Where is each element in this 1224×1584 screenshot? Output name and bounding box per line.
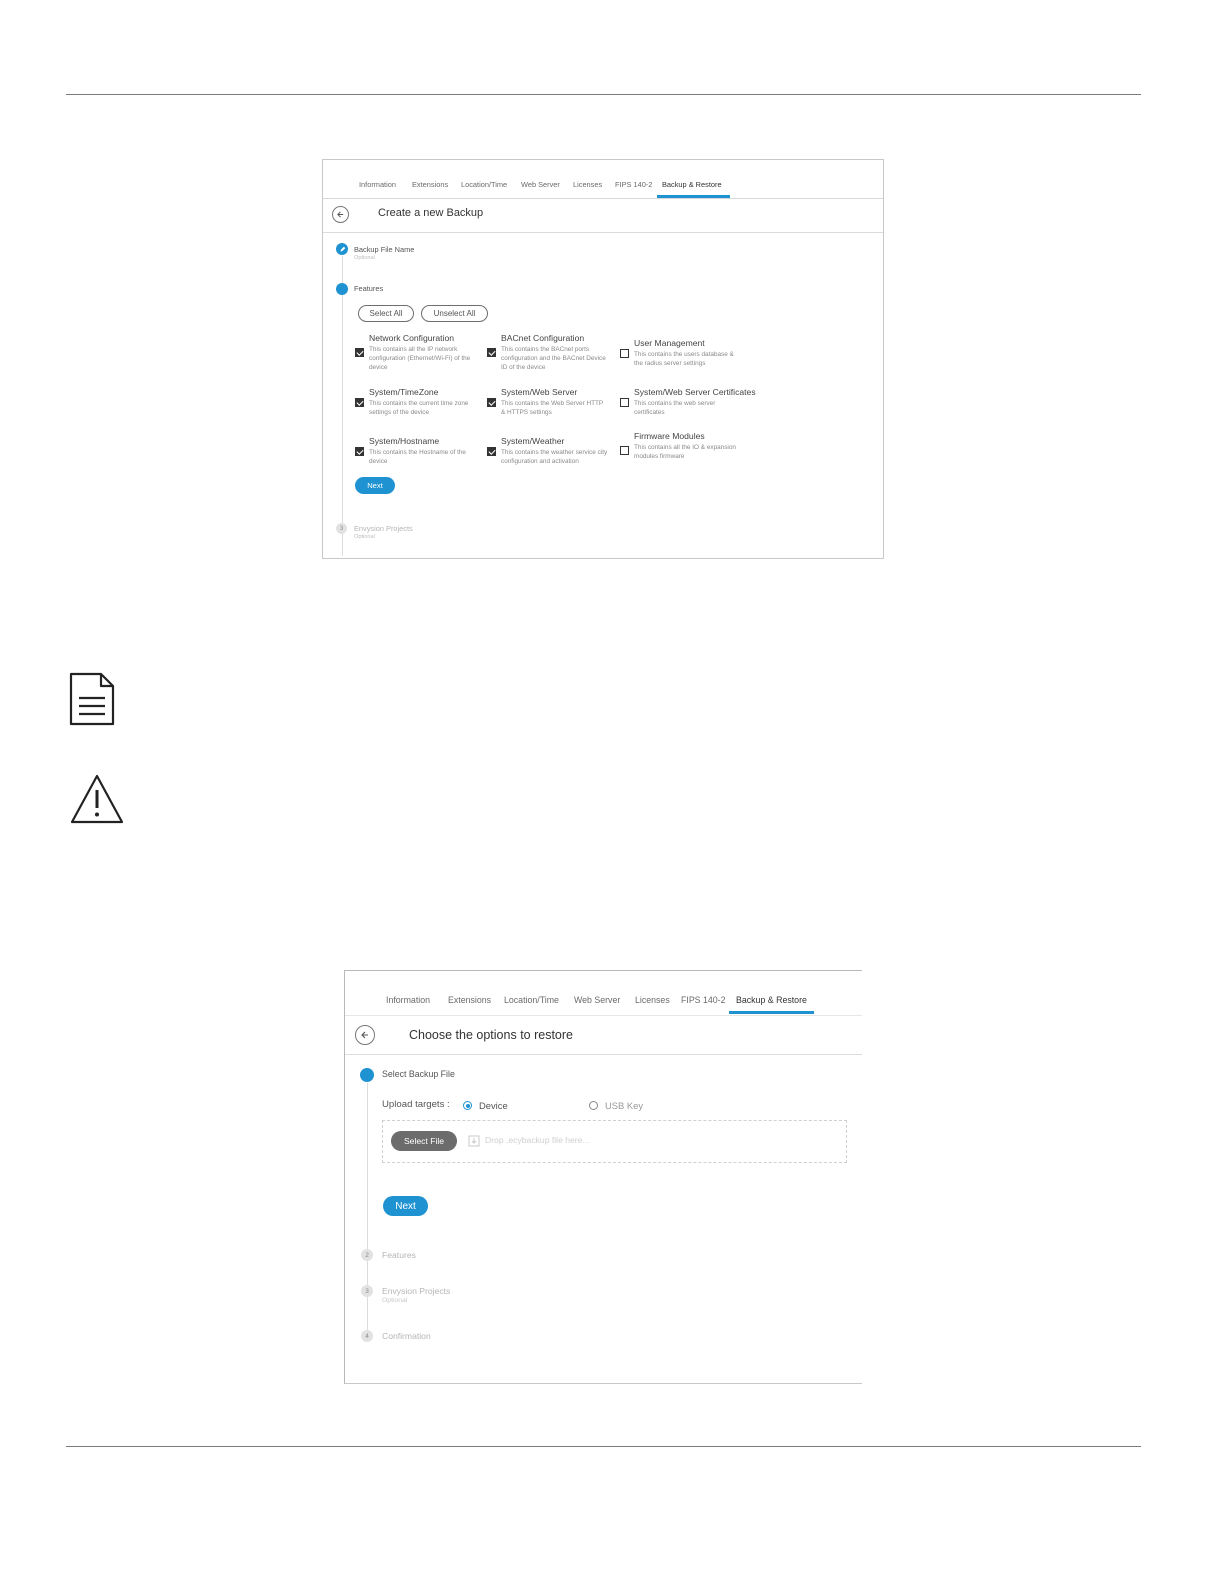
page-header (345, 1015, 862, 1055)
feature-checkbox[interactable] (487, 398, 496, 407)
target-usb-radio[interactable] (589, 1101, 598, 1110)
next-button[interactable]: Next (383, 1196, 428, 1216)
feature-checkbox[interactable] (620, 398, 629, 407)
feature-title: Network Configuration (369, 333, 455, 343)
tab-fips[interactable]: FIPS 140-2 (681, 995, 726, 1005)
bottom-rule (66, 1446, 1141, 1447)
top-rule (66, 94, 1141, 95)
feature-checkbox[interactable] (620, 446, 629, 455)
feature-network-configuration[interactable] (355, 333, 479, 373)
step-3-sub: Optional (382, 1297, 408, 1304)
warning-triangle-icon (69, 773, 125, 825)
feature-checkbox[interactable] (487, 447, 496, 456)
arrow-left-icon (360, 1030, 370, 1040)
step-1-indicator (336, 243, 348, 255)
tab-extensions[interactable]: Extensions (412, 180, 449, 189)
target-usb-label[interactable]: USB Key (605, 1100, 644, 1111)
stepper-line (342, 256, 343, 556)
tab-bar (323, 160, 883, 199)
active-tab-indicator (729, 1011, 814, 1014)
step-1-label[interactable]: Backup File Name (354, 245, 415, 254)
feature-desc: This contains the weather service city configuration and activation (501, 449, 608, 465)
step-2-label[interactable]: Features (382, 1250, 416, 1260)
feature-desc: This contains all the IO & expansion modules firmware (634, 444, 736, 460)
feature-system-web-server-certificates[interactable] (620, 387, 756, 417)
tab-licenses[interactable]: Licenses (573, 180, 603, 189)
tab-web-server[interactable]: Web Server (574, 995, 621, 1005)
step-2-indicator (336, 283, 348, 295)
tab-web-server[interactable]: Web Server (521, 180, 560, 189)
feature-user-management[interactable] (620, 338, 744, 370)
step-1-label[interactable]: Select Backup File (382, 1069, 455, 1079)
feature-bacnet-configuration[interactable] (487, 333, 611, 373)
next-button[interactable]: Next (355, 477, 395, 494)
feature-desc: This contains the web server certificates (634, 400, 716, 416)
feature-system-web-server[interactable] (487, 387, 611, 417)
feature-system-weather[interactable] (487, 436, 611, 466)
step-3-label[interactable]: Envysion Projects (354, 524, 413, 533)
tab-fips[interactable]: FIPS 140-2 (615, 180, 653, 189)
step-3-label[interactable]: Envysion Projects (382, 1286, 451, 1296)
step-2-indicator: 2 (361, 1249, 373, 1261)
select-all-button[interactable]: Select All (358, 305, 414, 322)
feature-system-timezone[interactable] (355, 387, 479, 417)
arrow-left-icon (336, 210, 345, 219)
select-file-button[interactable]: Select File (391, 1131, 457, 1151)
feature-checkbox[interactable] (487, 348, 496, 357)
tab-backup-restore[interactable]: Backup & Restore (736, 995, 807, 1005)
tab-information[interactable]: Information (359, 180, 396, 189)
feature-firmware-modules[interactable] (620, 431, 744, 461)
page-title: Choose the options to restore (409, 1028, 573, 1042)
feature-title: System/Web Server Certificates (634, 387, 756, 397)
target-device-radio[interactable] (463, 1101, 472, 1110)
feature-desc: This contains the BACnet ports configuration and the BACnet Device ID of the device (501, 346, 606, 371)
tab-extensions[interactable]: Extensions (448, 995, 492, 1005)
note-document-icon (69, 672, 115, 726)
tab-location-time[interactable]: Location/Time (504, 995, 559, 1005)
feature-desc: This contains all the IP network configuration (Ethernet/Wi-Fi) of the device (369, 346, 471, 371)
page-title: Create a new Backup (378, 207, 484, 219)
tab-backup-restore[interactable]: Backup & Restore (662, 180, 722, 189)
pencil-icon (339, 246, 346, 253)
feature-desc: This contains the Web Server HTTP & HTTPS settings (501, 400, 604, 416)
back-button[interactable] (332, 206, 349, 223)
feature-desc: This contains the Hostname of the device (369, 449, 466, 465)
feature-checkbox[interactable] (355, 348, 364, 357)
feature-title: BACnet Configuration (501, 333, 585, 343)
drop-placeholder: Drop .ecybackup file here... (485, 1135, 590, 1145)
tab-location-time[interactable]: Location/Time (461, 180, 508, 189)
step-3-indicator: 3 (336, 523, 347, 534)
step-4-indicator: 4 (361, 1330, 373, 1342)
tab-information[interactable]: Information (386, 995, 431, 1005)
feature-system-hostname[interactable] (355, 436, 479, 466)
feature-desc: This contains the current time zone settings of the device (369, 400, 469, 416)
feature-checkbox[interactable] (620, 349, 629, 358)
step-2-label[interactable]: Features (354, 284, 384, 293)
step-4-label[interactable]: Confirmation (382, 1331, 431, 1341)
step-1-indicator (360, 1068, 374, 1082)
restore-screenshot (344, 970, 862, 1384)
feature-desc: This contains the users database & the radius server settings (634, 351, 734, 367)
feature-title: System/Web Server (501, 387, 578, 397)
feature-title: User Management (634, 338, 705, 348)
upload-targets-label: Upload targets : (382, 1099, 450, 1110)
feature-checkbox[interactable] (355, 398, 364, 407)
step-1-sub: Optional (354, 255, 375, 261)
stepper-line (367, 1083, 368, 1341)
feature-title: System/TimeZone (369, 387, 439, 397)
unselect-all-button[interactable]: Unselect All (421, 305, 488, 322)
page-header (323, 198, 883, 233)
tab-licenses[interactable]: Licenses (635, 995, 670, 1005)
upload-icon (468, 1135, 480, 1147)
backup-screenshot (322, 159, 884, 559)
feature-title: System/Weather (501, 436, 565, 446)
target-device-label[interactable]: Device (479, 1100, 508, 1111)
step-3-sub: Optional (354, 534, 375, 540)
feature-title: System/Hostname (369, 436, 440, 446)
step-3-indicator: 3 (361, 1285, 373, 1297)
feature-title: Firmware Modules (634, 431, 705, 441)
tab-bar (345, 971, 862, 1016)
feature-checkbox[interactable] (355, 447, 364, 456)
back-button[interactable] (355, 1025, 375, 1045)
